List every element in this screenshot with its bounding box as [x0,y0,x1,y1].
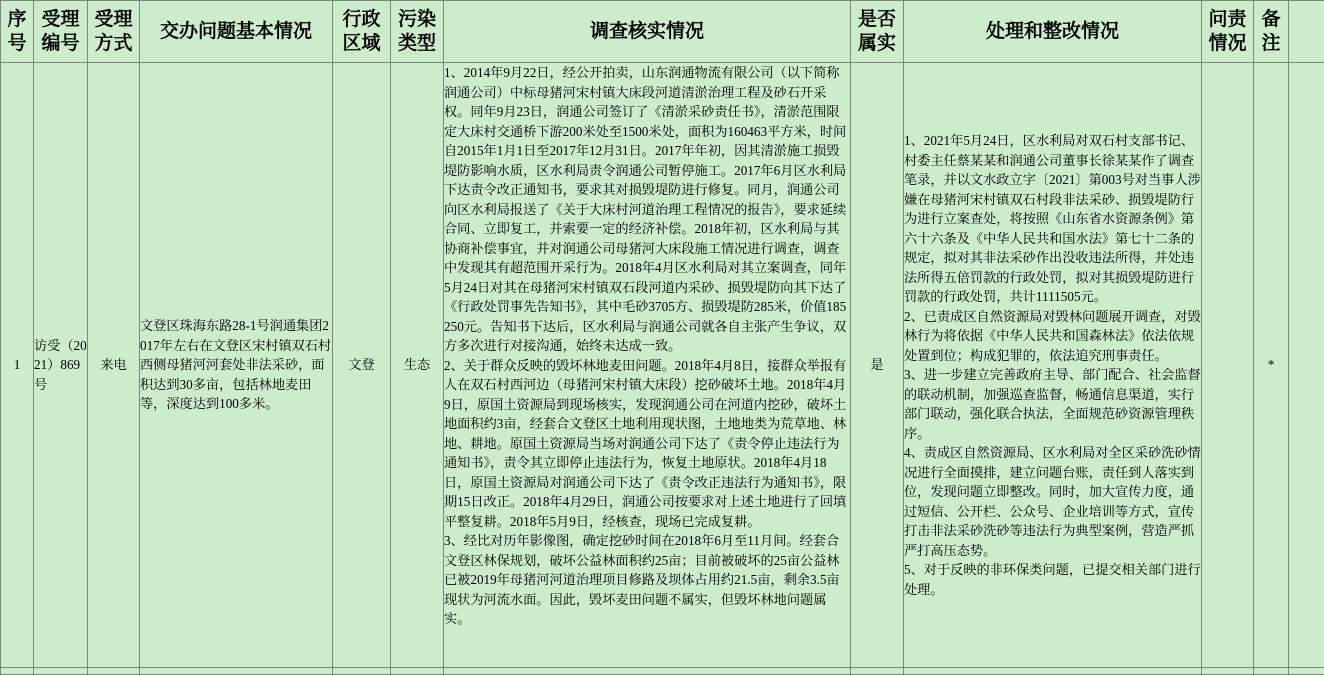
header-note[interactable]: 备 注 [1254,1,1289,63]
next-row-cell[interactable] [851,668,904,675]
next-row-cell[interactable] [1,668,34,675]
verified-cell[interactable] [851,63,904,668]
case-no-cell[interactable] [34,63,88,668]
next-row-cell[interactable] [391,668,444,675]
header-handling[interactable]: 处理和整改情况 [904,1,1202,63]
header-row [1,1,1324,63]
investigation-cell[interactable] [444,63,851,668]
header-verified[interactable]: 是否 属实 [851,1,904,63]
header-method[interactable]: 受理 方式 [88,1,140,63]
table-row [1,63,1324,668]
empty-cell[interactable] [1289,63,1324,668]
pollution-cell[interactable] [391,63,444,668]
next-row-cell[interactable] [140,668,333,675]
next-row-cell[interactable] [1202,668,1254,675]
verified-value: 是 [870,357,883,372]
region-cell[interactable] [333,63,391,668]
header-issue[interactable]: 交办问题基本情况 [140,1,333,63]
seq-cell[interactable] [1,63,34,668]
case-no-value: 访受（2021）869号 [34,338,87,392]
note-value: * [1268,357,1275,372]
handling-value: 1、2021年5月24日，区水利局对双石村支部书记、村委主任蔡某某和润通公司董事长徐某某作了调查笔录，并以文水政立字〔2021〕第003号对当事人涉嫌在母猪河宋村镇双石村段非法采砂、损毁堤防行为进行立案查处，将按照《山东省水资源条例》第六十六条及《中华人民共和国水法》第七十二条的规定，拟对其非法采砂作出没收违法所得，并处违法所得五倍罚款的行政处罚，拟对其损毁堤防进行罚款的行政处罚，共计1111505元。 2、已责成区自然资源局对毁林问题展开调查，对毁林行为将依据《中华人民共和国森林法》依法依规处置到位；构成犯罪的，依法追究刑事责任。 3、进一步建立完善政府主导、部门配合、社会监督的联动机制，加强巡查监督，畅通信息渠道，实行部门联动，强化联合执法，全面规范砂资源管理秩序。 4、责成区自然资源局、区水利局对全区采砂洗砂情况进行全面摸排，建立问题台账，责任到人落实到位，发现问题立即整改。同时，加大宣传力度，通过短信、公开栏、公众号、企业培训等方式，宣传打击非法采砂洗砂等违法行为典型案例，营造严抓严打高压态势。 5、对于反映的非环保类问题，已提交相关部门进行处理。 [904,133,1201,597]
header-accountability[interactable]: 问责 情况 [1202,1,1254,63]
note-cell[interactable] [1254,63,1289,668]
header-investigation[interactable]: 调查核实情况 [444,1,851,63]
empty-header-cell[interactable] [1289,1,1324,63]
next-row-cell[interactable] [904,668,1202,675]
method-cell[interactable] [88,63,140,668]
accountability-cell[interactable] [1202,63,1254,668]
next-row-cell[interactable] [88,668,140,675]
header-seq[interactable]: 序 号 [1,1,34,63]
next-row-cell[interactable] [1289,668,1324,675]
next-row-cell[interactable] [1254,668,1289,675]
issue-cell[interactable] [140,63,333,668]
investigation-paragraph-2: 2、关于群众反映的毁坏林地麦田问题。2018年4月8日，接群众举报有人在双石村西河边（母猪河宋村镇大床段）挖砂破坏土地。2018年4月9日，原国土资源局到现场核实，发现润通公司在河道内挖砂，破坏土地面积约3亩，经套合文登区土地利用现状图，土地地类为荒草地、林地、耕地。原国土资源局当场对润通公司下达了《责令停止违法行为通知书》，责令其立即停止违法行为，恢复土地原状。2018年4月18日，原国土资源局对润通公司下达了《责令改正违法行为通知书》，限期15日改正。2018年4月29日，润通公司按要求对上述土地进行了回填平整复耕。2018年5月9日，经核查，现场已完成复耕。 [444,356,850,532]
region-value: 文登 [348,357,374,372]
next-row [1,668,1324,675]
header-pollution[interactable]: 污染 类型 [391,1,444,63]
method-value: 来电 [100,357,126,372]
investigation-paragraph-1: 1、2014年9月22日，经公开拍卖，山东润通物流有限公司（以下简称润通公司）中标母猪河宋村镇大床段河道清淤治理工程及砂石开采权。同年9月23日，润通公司签订了《清淤采砂责任书》，清淤范围限定大床村交通桥下游200米处至1500米处，面积为160463平方米，时间自2015年1月1日至2017年12月31日。2017年年初，因其清淤施工损毁堤防影响水质，区水利局责令润通公司暂停施工。2017年6月区水利局下达责令改正通知书，要求其对损毁堤防进行修复。同月，润通公司向区水利局报送了《关于大床村河道治理工程情况的报告》，要求延续合同、立即复工，并索要一定的经济补偿。2018年初，区水利局与其协商补偿事宜，并对润通公司母猪河大床段施工情况进行调查，调查中发现其有超范围开采行为。2018年4月区水利局对其立案调查，同年5月24日对其在母猪河宋村镇双石段河道内采砂、损毁堤防向其下达了《行政处罚事先告知书》，其中毛砂3705方、损毁堤防285米，价值185250元。告知书下达后，区水利局与润通公司就各自主张产生争议，双方多次进行对接沟通，始终未达成一致。 [444,63,850,356]
seq-value: 1 [14,357,21,372]
pollution-value: 生态 [404,357,430,372]
next-row-cell[interactable] [333,668,391,675]
next-row-cell[interactable] [34,668,88,675]
issue-value: 文登区珠海东路28-1号润通集团2017年左右在文登区宋村镇双石村西侧母猪河河套处非法采砂，面积达到30多亩，包括林地麦田等，深度达到100多米。 [140,318,331,411]
header-case-no[interactable]: 受理 编号 [34,1,88,63]
handling-cell[interactable] [904,63,1202,668]
investigation-paragraph-3: 3、经比对历年影像图，确定挖砂时间在2018年6月至11月间。经套合文登区林保规划，破坏公益林面积约25亩；目前被破坏的25亩公益林已被2019年母猪河河道治理项目修路及坝体占用约21.5亩，剩余3.5亩现状为河流水面。因此，毁坏麦田问题不属实，但毁坏林地问题属实。 [444,531,850,629]
header-region[interactable]: 行政 区域 [333,1,391,63]
next-row-cell[interactable] [444,668,851,675]
